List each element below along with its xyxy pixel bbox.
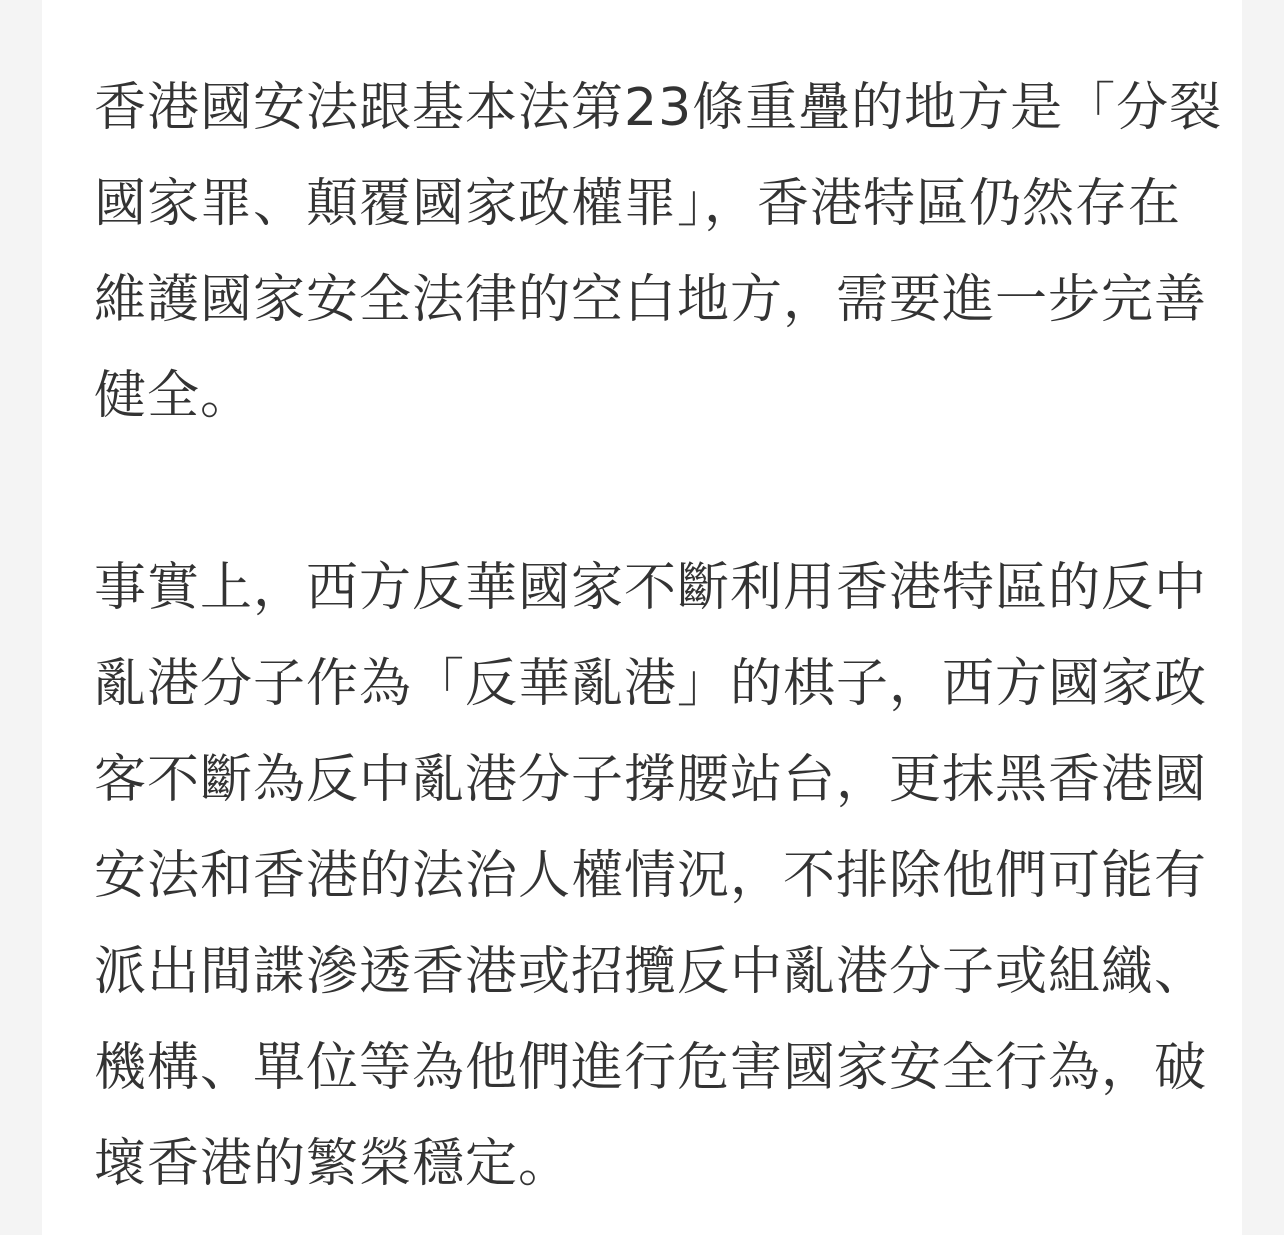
text-line: 亂港分子作為「反華亂港」的棋子，西方國家政	[94, 654, 1208, 714]
text-line: 壞香港的繁榮穩定。	[94, 1134, 572, 1194]
text-line: 維護國家安全法律的空白地方，需要進一步完善	[94, 270, 1208, 330]
text-line: 安法和香港的法治人權情況，不排除他們可能有	[94, 846, 1208, 906]
text-line: 派出間諜滲透香港或招攬反中亂港分子或組織、	[94, 942, 1208, 1002]
paragraph-2	[94, 540, 1208, 1212]
text-line: 機構、單位等為他們進行危害國家安全行為，破	[94, 1038, 1208, 1098]
text-line: 客不斷為反中亂港分子撐腰站台，更抹黑香港國	[94, 750, 1208, 810]
paragraph-1	[94, 60, 1223, 444]
article-page	[42, 0, 1242, 1235]
paragraph-spacer	[94, 444, 1194, 540]
text-line: 健全。	[94, 366, 254, 426]
article-body	[94, 60, 1223, 1212]
text-line: 國家罪、顛覆國家政權罪」，香港特區仍然存在	[94, 174, 1182, 234]
text-line: 事實上，西方反華國家不斷利用香港特區的反中	[94, 558, 1208, 618]
text-line: 香港國安法跟基本法第23條重疊的地方是「分裂	[94, 78, 1223, 138]
